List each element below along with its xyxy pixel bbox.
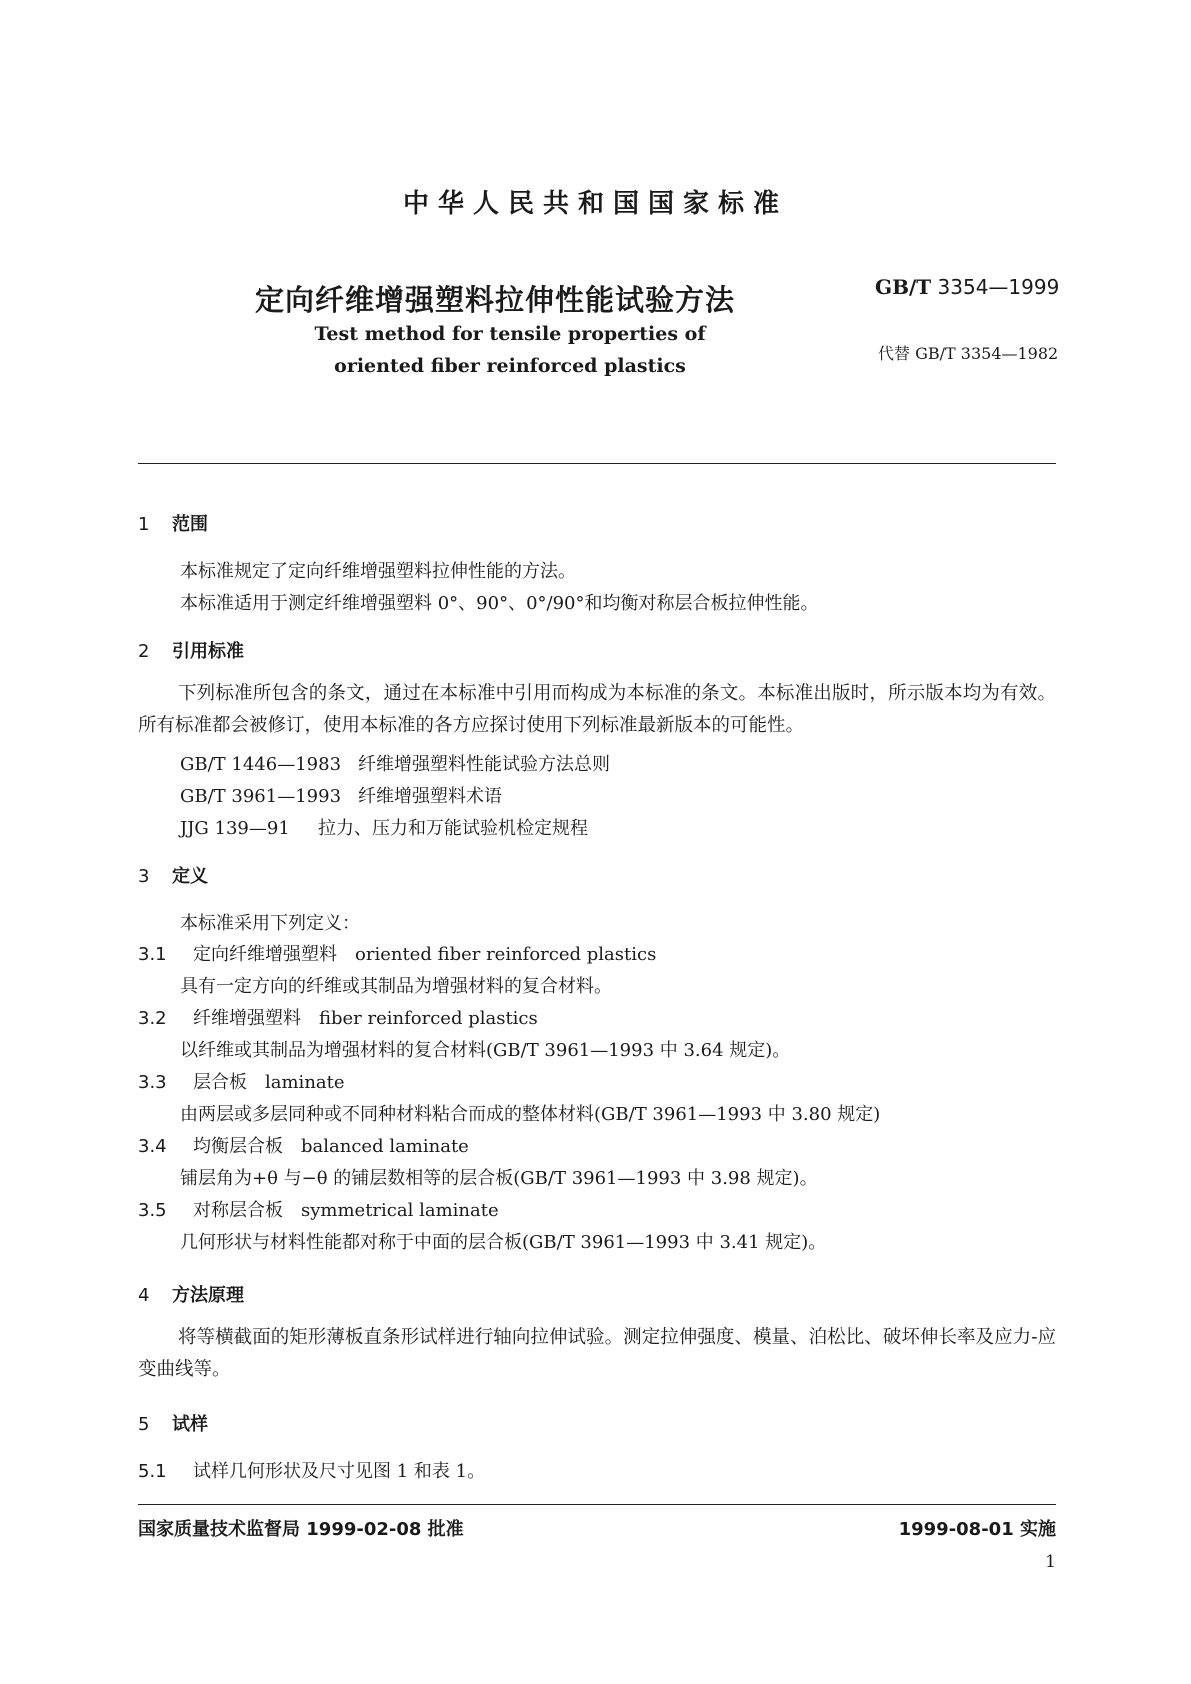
definition-number: 3.3 [138, 1072, 167, 1093]
reference-item [180, 750, 610, 776]
definition-3-1-label [138, 940, 656, 966]
definition-term: 均衡层合板 [193, 1136, 283, 1157]
page-number: 1 [1045, 1552, 1056, 1572]
definition-number: 3.4 [138, 1136, 167, 1157]
definition-3-3-text: 由两层或多层同种或不同种材料粘合而成的整体材料(GB/T 3961—1993 中 3.80 规定) [180, 1104, 881, 1125]
subsection-number: 5.1 [138, 1461, 167, 1482]
section-1-paragraph-1: 本标准规定了定向纤维增强塑料拉伸性能的方法。 [180, 561, 576, 582]
standard-prefix: GB/T [875, 275, 932, 299]
section-4-paragraph: 将等横截面的矩形薄板直条形试样进行轴向拉伸试验。测定拉伸强度、模量、泊松比、破坏伸长率及应力-应变曲线等。 [138, 1327, 1056, 1380]
definition-term-english: fiber reinforced plastics [319, 1008, 538, 1029]
section-2-intro: 下列标准所包含的条文，通过在本标准中引用而构成为本标准的条文。本标准出版时，所示版本均为有效。所有标准都会被修订，使用本标准的各方应探讨使用下列标准最新版本的可能性。 [138, 683, 1056, 736]
reference-title: 纤维增强塑料术语 [358, 786, 502, 807]
section-number: 2 [138, 641, 150, 662]
subsection-text: 试样几何形状及尺寸见图 1 和表 1。 [193, 1461, 486, 1482]
definition-3-1-text: 具有一定方向的纤维或其制品为增强材料的复合材料。 [180, 976, 612, 997]
reference-code: JJG 139—91 [180, 818, 290, 839]
standard-code [875, 275, 1059, 299]
title-english-line2: oriented fiber reinforced plastics [334, 355, 686, 377]
section-1-paragraph-2: 本标准适用于测定纤维增强塑料 0°、90°、0°/90°和均衡对称层合板拉伸性能。 [180, 593, 819, 614]
section-number: 5 [138, 1414, 150, 1435]
section-2-heading [138, 637, 244, 663]
definition-term-english: laminate [265, 1072, 345, 1093]
definition-3-3-label [138, 1068, 345, 1094]
section-title: 试样 [172, 1414, 208, 1435]
definition-term-english: symmetrical laminate [301, 1200, 499, 1221]
section-3-heading [138, 862, 208, 888]
section-number: 4 [138, 1285, 150, 1306]
approval-note: 国家质量技术监督局 1999-02-08 批准 [138, 1519, 464, 1540]
definition-3-4-text: 铺层角为+θ 与−θ 的铺层数相等的层合板(GB/T 3961—1993 中 3.98 规定)。 [180, 1168, 818, 1189]
definition-term: 纤维增强塑料 [193, 1008, 301, 1029]
section-title: 范围 [172, 514, 208, 535]
definition-3-5-label [138, 1196, 499, 1222]
definition-number: 3.2 [138, 1008, 167, 1029]
section-title: 定义 [172, 866, 208, 887]
section-4-heading [138, 1281, 244, 1307]
definition-term: 定向纤维增强塑料 [193, 944, 337, 965]
reference-title: 纤维增强塑料性能试验方法总则 [358, 754, 610, 775]
definition-term-english: oriented fiber reinforced plastics [355, 944, 657, 965]
section-number: 1 [138, 514, 150, 535]
replaces-note: 代替 GB/T 3354—1982 [878, 344, 1059, 363]
section-5-1 [138, 1457, 485, 1483]
section-title: 引用标准 [172, 641, 244, 662]
reference-item [180, 814, 588, 840]
title-chinese: 定向纤维增强塑料拉伸性能试验方法 [255, 283, 736, 317]
national-standard-heading: 中华人民共和国国家标准 [402, 189, 788, 219]
definition-number: 3.5 [138, 1200, 167, 1221]
definition-3-4-label [138, 1132, 469, 1158]
definition-number: 3.1 [138, 944, 167, 965]
footer-rule [138, 1504, 1056, 1505]
title-english-line1: Test method for tensile properties of [314, 323, 706, 345]
section-1-heading [138, 510, 208, 536]
definition-3-2-label [138, 1004, 538, 1030]
definition-term: 层合板 [193, 1072, 247, 1093]
definition-term: 对称层合板 [193, 1200, 283, 1221]
section-3-intro: 本标准采用下列定义： [180, 913, 360, 934]
definition-3-2-text: 以纤维或其制品为增强材料的复合材料(GB/T 3961—1993 中 3.64 规定)。 [180, 1040, 791, 1061]
reference-code: GB/T 3961—1993 [180, 786, 342, 807]
reference-title: 拉力、压力和万能试验机检定规程 [318, 818, 588, 839]
section-number: 3 [138, 866, 150, 887]
section-5-heading [138, 1410, 208, 1436]
section-title: 方法原理 [172, 1285, 244, 1306]
standard-number: 3354—1999 [937, 275, 1060, 299]
definition-3-5-text: 几何形状与材料性能都对称于中面的层合板(GB/T 3961—1993 中 3.41 规定)。 [180, 1232, 827, 1253]
definition-term-english: balanced laminate [301, 1136, 469, 1157]
header-rule [138, 463, 1056, 464]
reference-item [180, 782, 502, 808]
reference-code: GB/T 1446—1983 [180, 754, 342, 775]
implementation-date: 1999-08-01 实施 [898, 1519, 1056, 1540]
